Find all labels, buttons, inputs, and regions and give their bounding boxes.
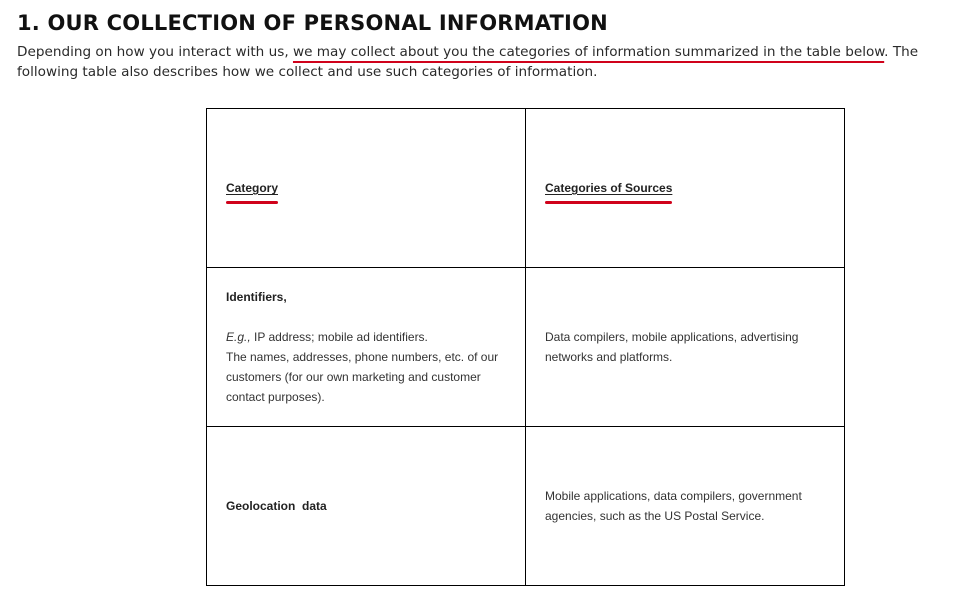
header-cell-category <box>207 109 526 268</box>
sources-cell <box>526 268 845 427</box>
table-row <box>207 427 845 586</box>
personal-information-table <box>206 108 845 586</box>
table-header-row <box>207 109 845 268</box>
section-title: 1. OUR COLLECTION OF PERSONAL INFORMATION <box>17 11 608 35</box>
category-cell <box>207 427 526 586</box>
header-sources-label: Categories of Sources <box>545 178 672 198</box>
category-description: The names, addresses, phone numbers, etc. of our customers (for our own marketing and customer contact purposes). <box>226 350 499 404</box>
category-eg: E.g., <box>226 330 251 344</box>
header-category-label: Category <box>226 178 278 198</box>
intro-highlight: we may collect about you the categories of information summarized in the table below <box>292 44 885 60</box>
header-cell-sources <box>526 109 845 268</box>
cell-spacer <box>226 307 506 327</box>
intro-text-after: . The following table also describes how we collect and use such categories of information. <box>17 44 919 80</box>
sources-text: Data compilers, mobile applications, advertising networks and platforms. <box>545 330 799 364</box>
category-title: Geolocation data <box>226 499 327 513</box>
sources-cell <box>526 427 845 586</box>
category-title: Identifiers, <box>226 290 287 304</box>
intro-text-before: Depending on how you interact with us, <box>17 44 293 60</box>
sources-text: Mobile applications, data compilers, government agencies, such as the US Postal Service. <box>545 489 802 523</box>
intro-paragraph <box>17 42 962 82</box>
category-example-line <box>226 327 506 347</box>
table-row <box>207 268 845 427</box>
category-cell <box>207 268 526 427</box>
category-example-text: IP address; mobile ad identifiers. <box>250 330 428 344</box>
